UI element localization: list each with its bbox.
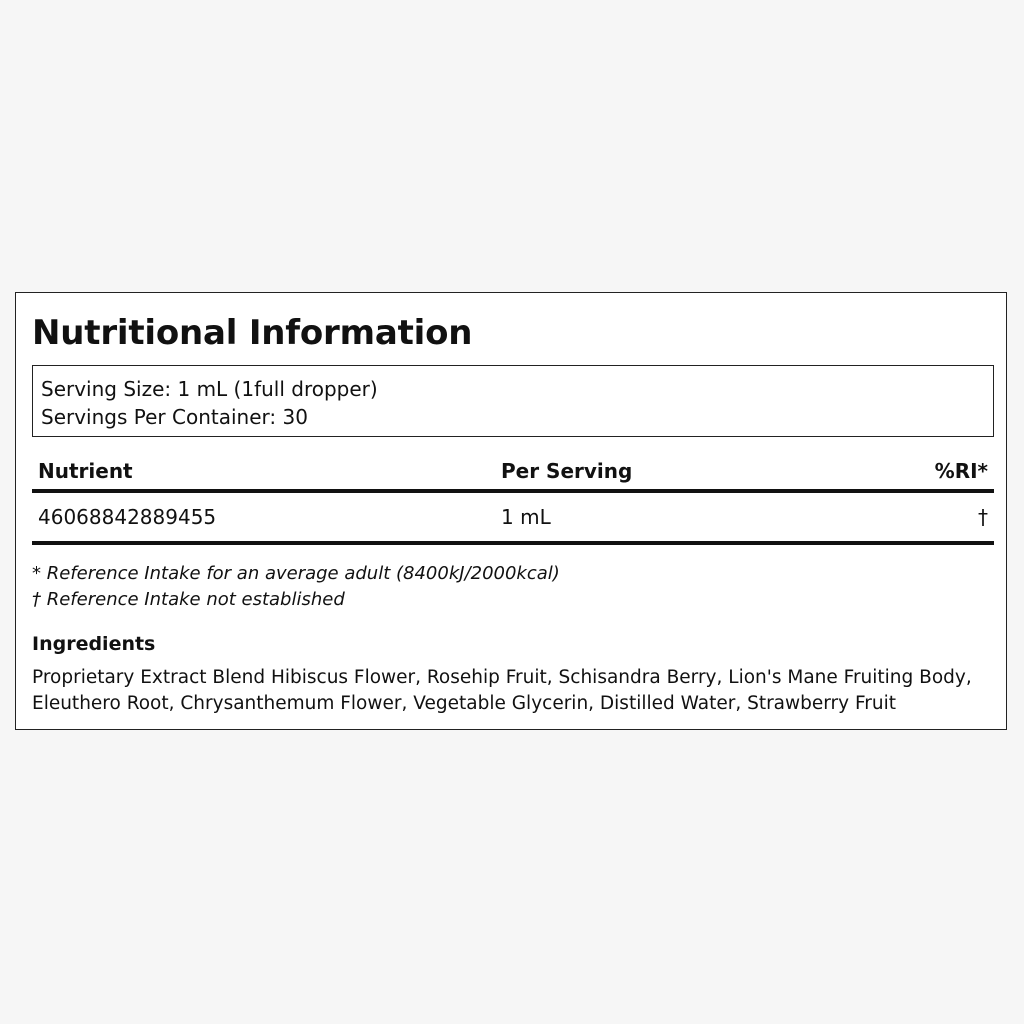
nutrition-panel [15,292,1007,730]
serving-size: Serving Size: 1 mL (1full dropper) [41,377,378,401]
header-ri: %RI* [934,459,988,483]
ingredients-list: Proprietary Extract Blend Hibiscus Flower, Rosehip Fruit, Schisandra Berry, Lion's Mane Fruiting Body, Eleuthero Root, Chrysanthemum Flower, Vegetable Glycerin, Distilled Water, Strawberry Fruit [32,667,972,714]
table-row [32,493,994,541]
footnotes [32,561,560,613]
nutrient-amount: 1 mL [501,505,551,529]
table-bottom-divider [32,541,994,545]
table-header-row [32,453,994,489]
nutrient-ri: † [978,505,988,529]
servings-per-container: Servings Per Container: 30 [41,405,308,429]
header-per-serving: Per Serving [501,459,633,483]
footnote-ri: * Reference Intake for an average adult (8400kJ/2000kcal) [32,563,560,584]
nutrient-table [32,453,994,545]
panel-title: Nutritional Information [32,313,473,353]
ingredients-heading: Ingredients [32,633,156,655]
serving-info-box [32,365,994,437]
header-nutrient: Nutrient [38,459,133,483]
footnote-not-established: † Reference Intake not established [32,589,345,610]
nutrient-name: 46068842889455 [38,505,217,529]
